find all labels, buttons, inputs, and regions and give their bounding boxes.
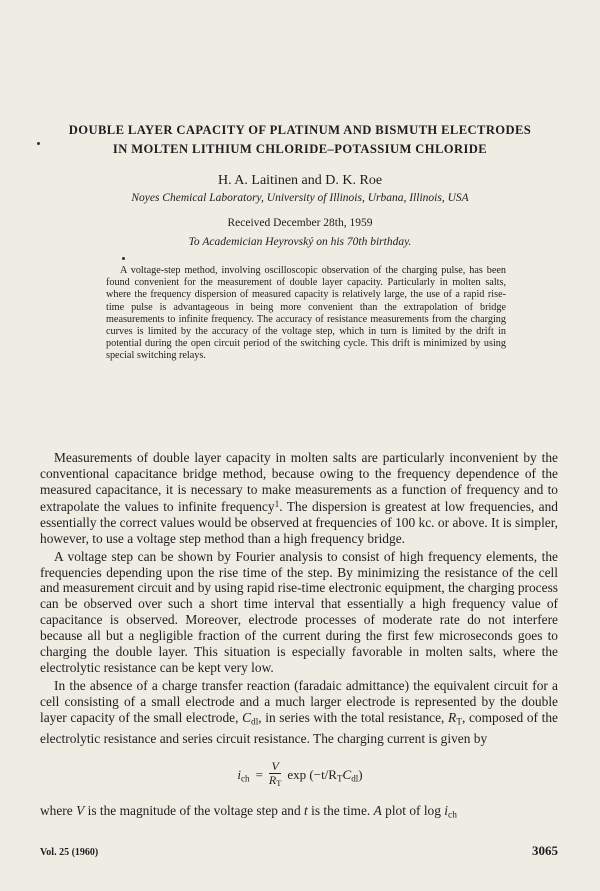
article-title bbox=[30, 121, 570, 159]
paragraph-4: where V is the magnitude of the voltage step and t is the time. A plot of $\log i_{ch}$ bbox=[40, 803, 457, 821]
body-text bbox=[40, 450, 558, 749]
ink-speck bbox=[122, 257, 125, 260]
charging-current-equation: $i_{ch}$ = $\frac{V}{R_T}$ $\exp (-t/R_TC_{dl})$ bbox=[237, 759, 363, 789]
paragraph-2: A voltage step can be shown by Fourier analysis to consist of high frequency elements, the frequencies depending upon the rise time of the step. By minimizing the resistance of the cell and measurement circuit and by using rapid rise-time electronic equipment, the charging process can be observed over such a short time interval that essentially a high frequency value of capacitance is observed. Moreover, electrode processes of moderate rate do not interfere because all but a negligible fraction of the current during the first few microseconds goes to charging the double layer. This situation is especially favorable in molten salts, where the electrolytic resistance can be kept very low. bbox=[40, 548, 558, 675]
title-line-2: IN MOLTEN LITHIUM CHLORIDE–POTASSIUM CHLORIDE bbox=[112, 142, 488, 156]
dedication: To Academician Heyrovský on his 70th birthday. bbox=[188, 236, 412, 248]
paragraph-1: Measurements of double layer capacity in molten salts are particularly inconvenient by the conventional capacitance bridge method, because owing to the frequency dependence of the measured capacitance, it is necessary to make measurements as a function of frequency and to extrapolate the values to infinite frequency$^1$. The dispersion is greatest at low frequencies, and essentially the correct values would be observed at frequencies of 100 kc. or above. It is simpler, however, to use a voltage step method than a high frequency bridge. bbox=[40, 450, 558, 546]
paragraph-3: In the absence of a charge transfer reaction (faradaic admittance) the equivalent circuit for a cell consisting of a small electrode and a much larger electrode is represented by the double layer capacity of the small electrode, $C_{dl}$, in series with the total resistance, $R_T$, composed of the electrolytic resistance and series circuit resistance. The charging current is given by bbox=[40, 677, 559, 746]
authors: H. A. Laitinen and D. K. Roe bbox=[217, 173, 383, 188]
reference-marker: 1 bbox=[274, 499, 280, 510]
fraction: $\frac{V}{R_T}$ bbox=[268, 759, 282, 789]
page-number: 3065 bbox=[532, 843, 558, 858]
affiliation: Noyes Chemical Laboratory, University of Illinois, Urbana, Illinois, USA bbox=[131, 192, 469, 204]
title-line-1: DOUBLE LAYER CAPACITY OF PLATINUM AND BISMUTH ELECTRODES bbox=[68, 123, 532, 137]
volume-footer: Vol. 25 (1960) bbox=[40, 847, 99, 858]
received-date: Received December 28th, 1959 bbox=[227, 217, 373, 229]
abstract: A voltage-step method, involving oscilloscopic observation of the charging pulse, has been found convenient for the measurement of double layer capacity. Particularly in molten salts, where the frequency dispersion of measured capacity is relatively large, the use of a rapid rise-time pulse is advantageous in being more convenient than the extrapolation of bridge measurements to infinite frequency. The accuracy of resistance measurements from the charging curves is limited by the accuracy of the voltage step, which in turn is limited by the drift in potential during the open circuit period of the switching cycle. This drift is minimized by using special switching relays. bbox=[106, 265, 506, 362]
